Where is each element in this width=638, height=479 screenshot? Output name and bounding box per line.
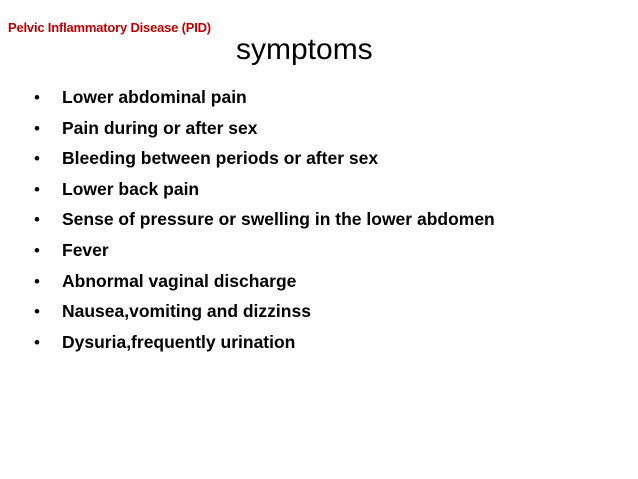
list-item-text: Abnormal vaginal discharge	[62, 270, 297, 291]
list-item	[34, 143, 495, 174]
list-item	[34, 82, 495, 113]
list-item-text: Nausea,vomiting and dizzinss	[62, 301, 311, 322]
bullet-icon: •	[34, 240, 40, 260]
bullet-icon: •	[34, 179, 40, 199]
list-item	[34, 235, 495, 266]
list-item-text: Lower back pain	[62, 178, 200, 199]
list-item-text: Bleeding between periods or after sex	[62, 148, 379, 169]
list-item-text: Lower abdominal pain	[62, 87, 247, 107]
list-item-text: Dysuria,frequently urination	[62, 331, 296, 352]
bullet-icon: •	[34, 302, 40, 322]
list-item	[34, 266, 495, 297]
bullet-icon: •	[34, 271, 40, 291]
bullet-icon: •	[34, 118, 40, 138]
symptom-list	[34, 82, 495, 357]
bullet-icon: •	[34, 210, 40, 230]
list-item	[34, 296, 495, 327]
list-item-text: Fever	[62, 239, 109, 260]
list-item-text: Sense of pressure or swelling in the lower abdomen	[62, 209, 495, 230]
list-item	[34, 327, 495, 358]
list-item	[34, 204, 495, 235]
bullet-icon: •	[34, 88, 40, 107]
slide-header-label: Pelvic Inflammatory Disease (PID)	[8, 20, 211, 35]
bullet-icon: •	[34, 332, 40, 352]
bullet-icon: •	[34, 149, 40, 169]
list-item-text: Pain during or after sex	[62, 117, 258, 138]
slide-title: symptoms	[236, 33, 373, 66]
list-item	[34, 113, 495, 144]
list-item	[34, 174, 495, 205]
